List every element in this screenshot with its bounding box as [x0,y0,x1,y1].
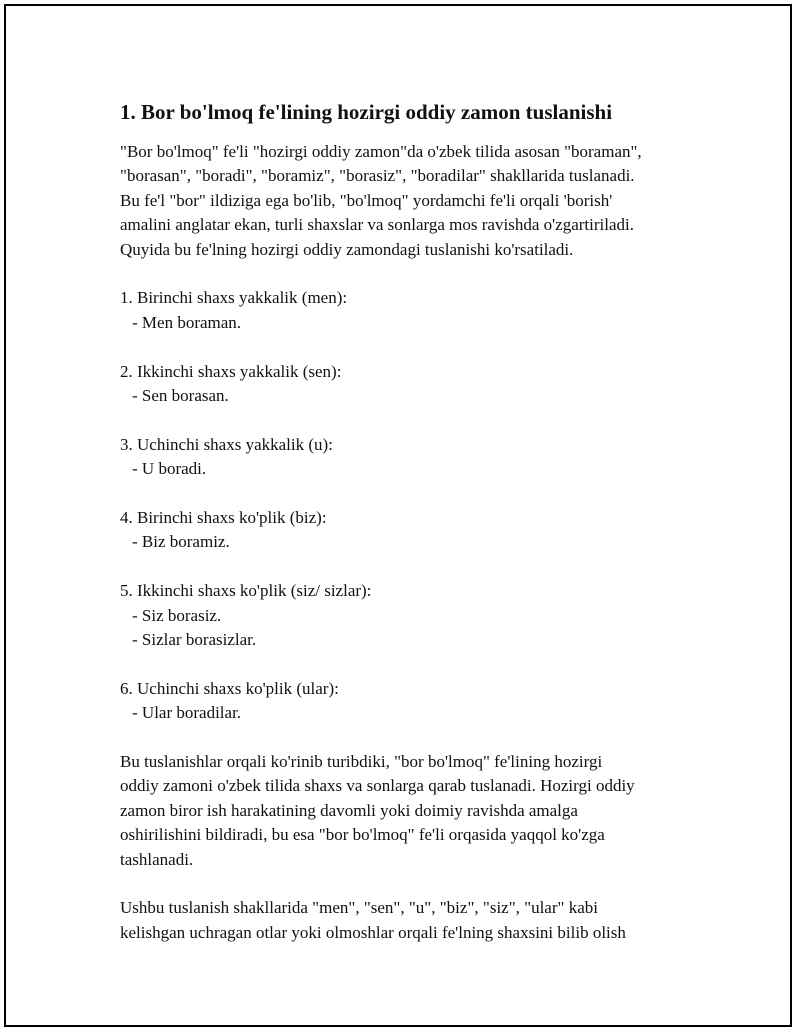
document-page [4,4,792,1027]
intro-line: amalini anglatar ekan, turli shaxslar va sonlarga mos ravishda o'zgartiriladi. [120,215,635,235]
item-example: - Sizlar borasizlar. [132,630,257,650]
item-example: - Men boraman. [132,312,242,332]
item-title: 6. Uchinchi shaxs ko'plik (ular): [120,678,339,698]
conclusion-line: Bu tuslanishlar orqali ko'rinib turibdiki, "bor bo'lmoq" fe'lining hozirgi [120,752,603,772]
item-example: - Ular boradilar. [132,703,242,723]
conclusion-line: oshirilishini bildiradi, bu esa "bor bo'lmoq" fe'li orqasida yaqqol ko'zga [120,825,605,845]
conjugation-item-1 [120,286,700,335]
item-title: 1. Birinchi shaxs yakkalik (men): [120,288,348,308]
intro-paragraph [120,140,700,262]
conclusion-line: tashlanadi. [120,849,194,869]
item-title: 5. Ikkinchi shaxs ko'plik (siz/ sizlar): [120,581,372,601]
final-line: Ushbu tuslanish shakllarida "men", "sen", "u", "biz", "siz", "ular" kabi [120,898,598,918]
item-example: - Siz borasiz. [132,605,222,625]
item-title: 2. Ikkinchi shaxs yakkalik (sen): [120,361,342,381]
item-example: - Sen borasan. [132,386,229,406]
conjugation-item-2 [120,360,700,409]
document-title: 1. Bor bo'lmoq fe'lining hozirgi oddiy zamon tuslanishi [120,100,613,124]
final-line: kelishgan uchragan otlar yoki olmoshlar orqali fe'lning shaxsini bilib olish [120,922,626,942]
intro-line: Bu fe'l "bor" ildiziga ega bo'lib, "bo'lmoq" yordamchi fe'li orqali 'borish' [120,190,613,210]
intro-line: "Bor bo'lmoq" fe'li "hozirgi oddiy zamon"da o'zbek tilida asosan "boraman", [120,142,642,161]
conclusion-line: oddiy zamoni o'zbek tilida shaxs va sonlarga qarab tuslanadi. Hozirgi oddiy [120,776,635,796]
conjugation-item-5 [120,579,700,652]
item-title: 4. Birinchi shaxs ko'plik (biz): [120,508,327,528]
conjugation-item-6 [120,677,700,726]
conjugation-item-4 [120,506,700,555]
conclusion-paragraph [120,750,700,872]
item-example: - Biz boramiz. [132,532,230,552]
item-example: - U boradi. [132,459,207,479]
item-title: 3. Uchinchi shaxs yakkalik (u): [120,434,333,454]
conclusion-line: zamon biror ish harakatining davomli yoki doimiy ravishda amalga [120,800,578,820]
intro-line: Quyida bu fe'lning hozirgi oddiy zamondagi tuslanishi ko'rsatiladi. [120,239,574,259]
document-content [120,98,700,945]
final-paragraph [120,896,700,945]
conjugation-item-3 [120,433,700,482]
intro-line: "borasan", "boradi", "boramiz", "borasiz", "boradilar" shakllarida tuslanadi. [120,166,635,186]
